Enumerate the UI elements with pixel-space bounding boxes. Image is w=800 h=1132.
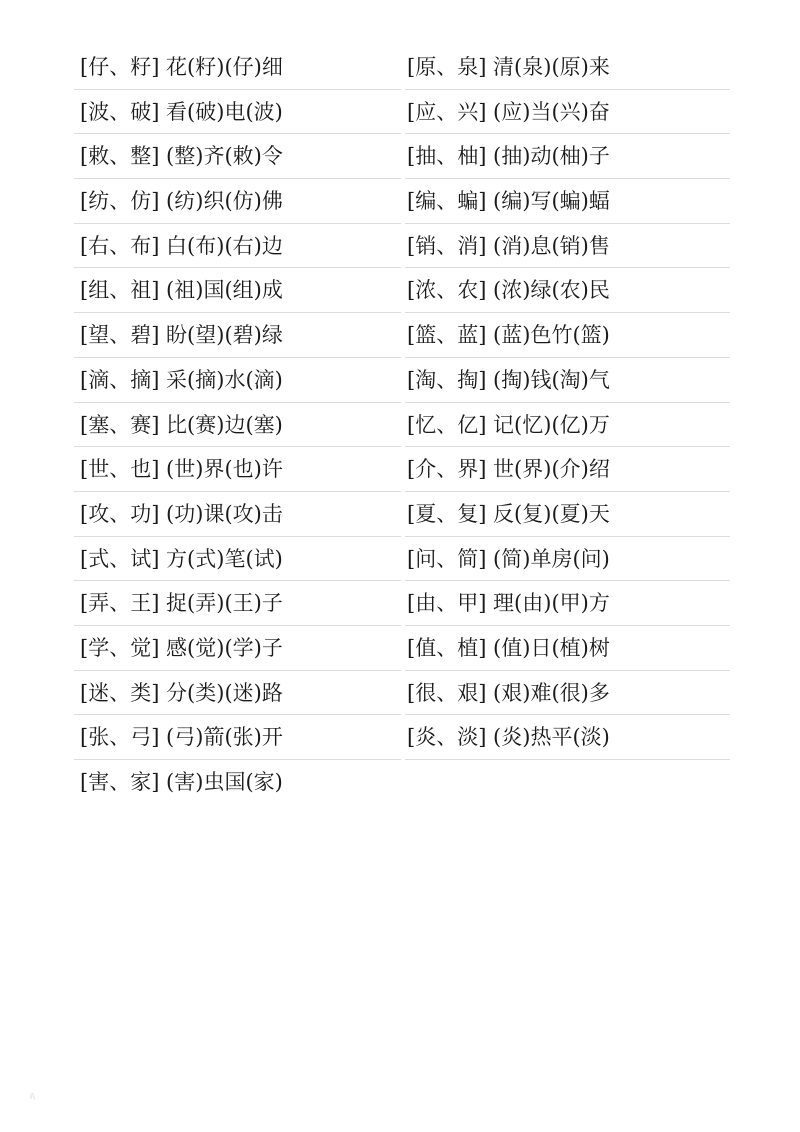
corner-scan-mark: i\ [30, 1092, 35, 1101]
word-pair-row: [滴、摘] 采(摘)水(滴) [74, 358, 401, 403]
word-pair-row: [淘、掏] (掏)钱(淘)气 [405, 358, 730, 403]
word-pair-row: [攻、功] (功)课(攻)击 [74, 492, 401, 537]
word-pair-row: [很、艰] (艰)难(很)多 [405, 671, 730, 716]
word-pair-row: [浓、农] (浓)绿(农)民 [405, 268, 730, 313]
word-pair-row: [塞、赛] 比(赛)边(塞) [74, 403, 401, 448]
word-pair-row: [学、觉] 感(觉)(学)子 [74, 626, 401, 671]
word-pair-row: [纺、仿] (纺)织(仿)佛 [74, 179, 401, 224]
word-pair-row: [夏、复] 反(复)(夏)天 [405, 492, 730, 537]
word-pair-row: [仔、籽] 花(籽)(仔)细 [74, 45, 401, 90]
word-pair-row: [由、甲] 理(由)(甲)方 [405, 581, 730, 626]
word-pair-row: [值、植] (值)日(植)树 [405, 626, 730, 671]
word-pair-row: [篮、蓝] (蓝)色竹(篮) [405, 313, 730, 358]
word-pair-row: [害、家] (害)虫国(家) [80, 770, 283, 794]
word-pair-row: [抽、柚] (抽)动(柚)子 [405, 134, 730, 179]
word-pair-row: [弄、王] 捉(弄)(王)子 [74, 581, 401, 626]
word-pair-row: [问、简] (简)单房(问) [405, 537, 730, 582]
word-pair-row: [右、布] 白(布)(右)边 [74, 224, 401, 269]
word-pair-row: [式、试] 方(式)笔(试) [74, 537, 401, 582]
word-pair-row: [张、弓] (弓)箭(张)开 [74, 715, 401, 760]
word-pair-row: [编、蝙] (编)写(蝙)蝠 [405, 179, 730, 224]
word-pair-row: [迷、类] 分(类)(迷)路 [74, 671, 401, 716]
word-pair-row: [应、兴] (应)当(兴)奋 [405, 90, 730, 135]
word-pair-row: [原、泉] 清(泉)(原)来 [405, 45, 730, 90]
word-pair-row: [望、碧] 盼(望)(碧)绿 [74, 313, 401, 358]
left-column [74, 45, 401, 805]
word-pair-row: [销、消] (消)息(销)售 [405, 224, 730, 269]
word-pair-row: [组、祖] (祖)国(组)成 [74, 268, 401, 313]
word-pair-row: [敕、整] (整)齐(敕)令 [74, 134, 401, 179]
word-pair-row: [忆、亿] 记(忆)(亿)万 [405, 403, 730, 448]
word-pair-row: [炎、淡] (炎)热平(淡) [405, 715, 730, 760]
word-pair-row: [介、界] 世(界)(介)绍 [405, 447, 730, 492]
word-pair-row: [世、也] (世)界(也)许 [74, 447, 401, 492]
word-pair-row: [波、破] 看(破)电(波) [74, 90, 401, 135]
right-column [405, 45, 730, 760]
